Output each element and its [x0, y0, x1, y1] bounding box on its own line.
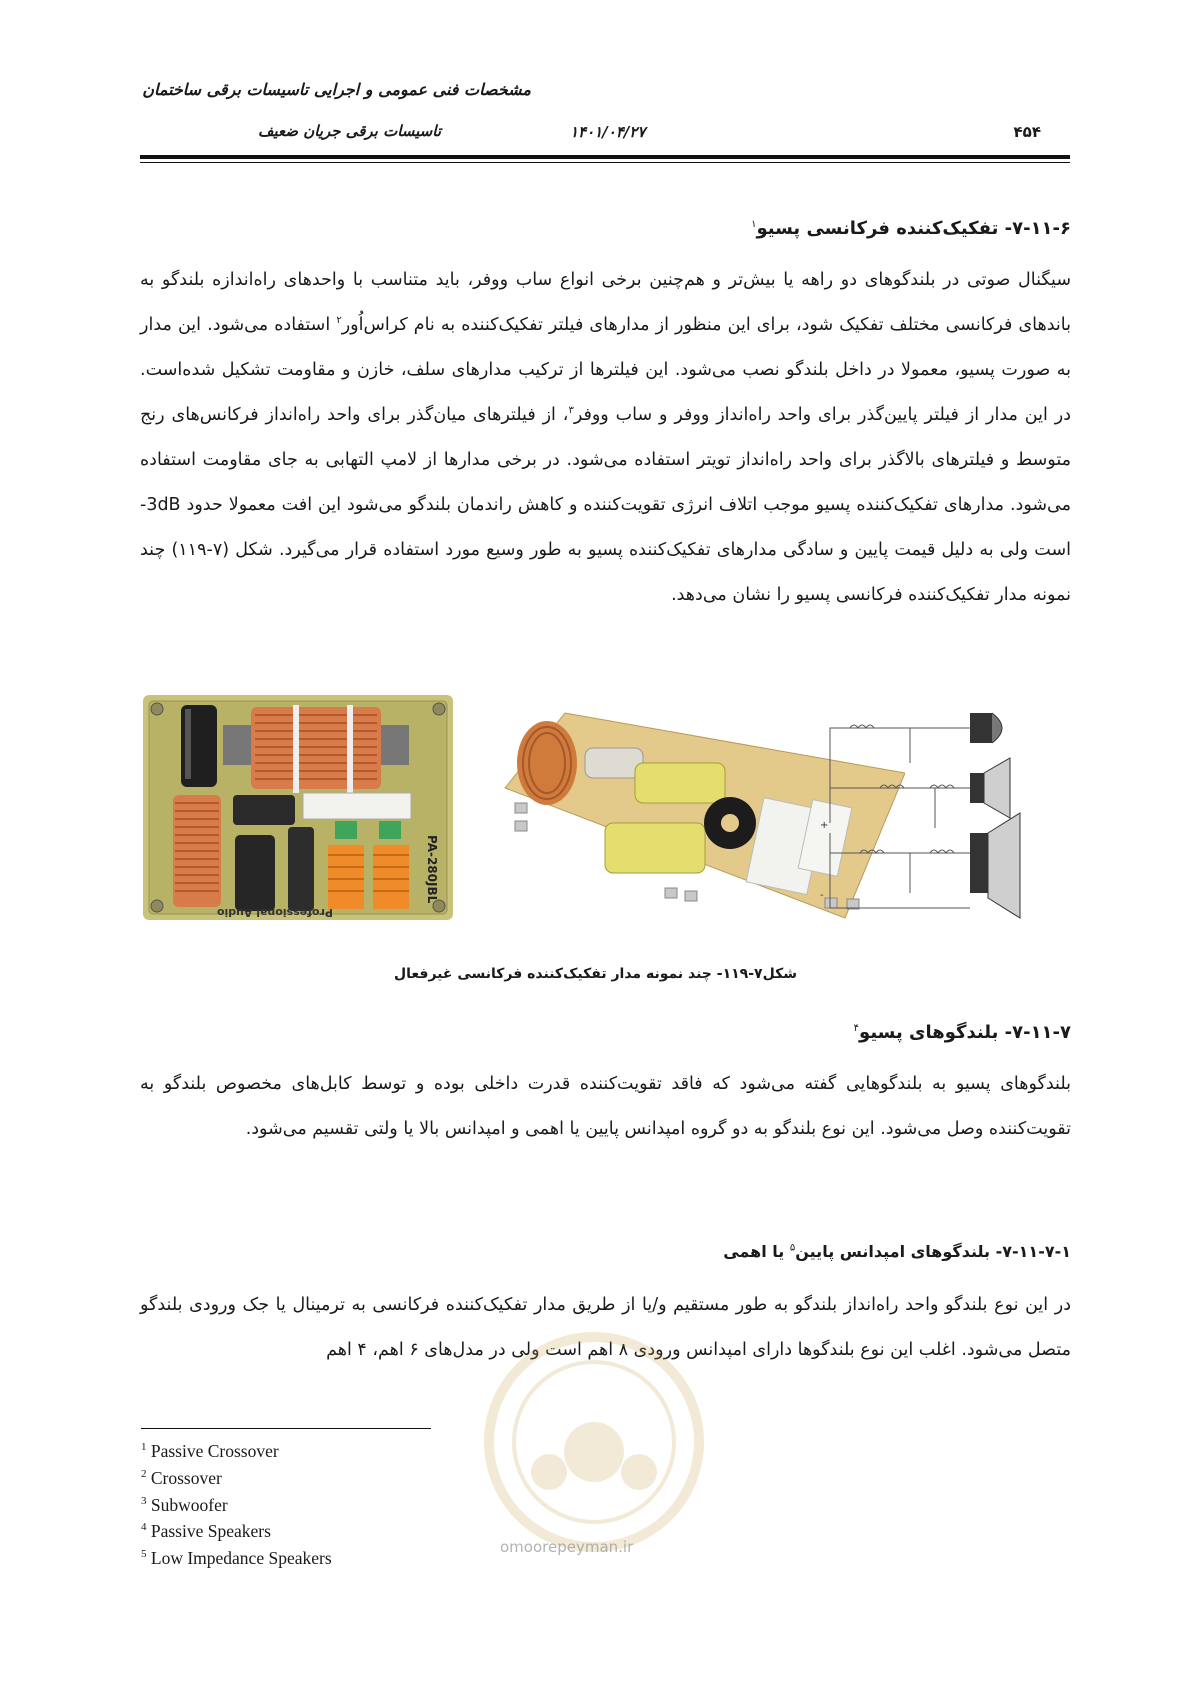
- crossover-schematic: [820, 693, 1090, 923]
- page-number: ۴۵۴: [1013, 123, 1041, 141]
- paragraph-low-impedance: در این نوع بلندگو واحد راه‌انداز بلندگو به طور مستقیم و/یا از طریق مدار تفکیک‌کننده فرکانسی به ترمینال یا جک ورودی بلندگو متصل می‌شود. اغلب این نوع بلندگوها دارای امپدانس ورودی ۸ اهم است ولی در مدل‌های ۶ اهم، ۴ اهم: [140, 1295, 1071, 1360]
- header-rule-thick: [140, 155, 1070, 159]
- footnote-ref-1: ۱: [751, 219, 757, 230]
- footnote-ref-5: ۵: [789, 1242, 796, 1254]
- footnote-ref-3: ۳: [568, 405, 574, 417]
- document-date: ۱۴۰۱/۰۴/۲۷: [570, 123, 646, 141]
- footnote-rule: [141, 1428, 431, 1429]
- crossover-board-photo: [143, 695, 453, 920]
- crossover-figure: [140, 693, 1080, 923]
- footnote-item: $^3$ Subwoofer: [141, 1494, 228, 1515]
- watermark-text: omoorepeyman.ir: [500, 1538, 634, 1556]
- footnote-item: $^1$ Passive Crossover: [141, 1440, 279, 1461]
- footnote-item: $^4$ Passive Speakers: [141, 1521, 271, 1542]
- chapter-subtitle: تاسیسات برقی جریان ضعیف: [257, 122, 441, 140]
- svg-text:+: +: [820, 820, 829, 831]
- footnote-ref-4: ۴: [853, 1023, 860, 1034]
- header-rule-thin: [140, 162, 1070, 163]
- footnote-ref-2: ۲: [336, 315, 342, 327]
- board-label-2: Professional Audio: [216, 906, 333, 919]
- board-label: PA-280JBL: [425, 835, 439, 904]
- watermark-seal: [474, 1322, 714, 1612]
- section-heading-passive-crossover: ۷-۱۱-۶- تفکیک‌کننده فرکانسی پسیو$^۱$: [751, 218, 1071, 239]
- svg-text:-: -: [820, 890, 824, 901]
- section-heading-low-impedance: ۷-۱۱-۷-۱- بلندگوهای امپدانس پایین$^۵$ یا اهمی: [723, 1242, 1071, 1261]
- footnote-item: $^2$ Crossover: [141, 1467, 222, 1488]
- footnote-item: $^5$ Low Impedance Speakers: [141, 1548, 332, 1569]
- paragraph-passive-crossover: سیگنال صوتی در بلندگوهای دو راهه یا بیش‌تر و هم‌چنین برخی انواع ساب ووفر، باید متناسب با واحدهای راه‌اندازه بلندگو به باندهای فرکانسی مختلف تفکیک شود، برای این منظور از مدارهای فیلتر تفکیک‌کننده به نام کراس‌اُور$^۲$ استفاده می‌شود. این مدار به صورت پسیو، معمولا در داخل بلندگو نصب می‌شود. این فیلترها از ترکیب مدارهای سلف، خازن و مقاومت تشکیل شده‌است. در این مدار از فیلتر پایین‌گذر برای واحد راه‌انداز ووفر و ساب ووفر$^۳$، از فیلترهای میان‌گذر برای واحد راه‌انداز فرکانس‌های رنج متوسط و فیلترهای بالاگذر برای واحد راه‌انداز تویتر استفاده می‌شود. در برخی مدارها از لامپ التهابی به جای مقاومت استفاده می‌شود. مدارهای تفکیک‌کننده پسیو موجب اتلاف انرژی تقویت‌کننده و کاهش راندمان بلندگو می‌شود این افت معمولا حدود ‎-3dB‏ است ولی به دلیل قیمت پایین و سادگی مدارهای تفکیک‌کننده پسیو به طور وسیع مورد استفاده قرار می‌گیرد. شکل (۷-۱۱۹) چند نمونه مدار تفکیک‌کننده فرکانسی پسیو را نشان می‌دهد.: [140, 270, 1071, 605]
- paragraph-passive-speakers: بلندگوهای پسیو به بلندگوهایی گفته می‌شود که فاقد تقویت‌کننده قدرت داخلی بوده و توسط کابل‌های مخصوص بلندگو به تقویت‌کننده وصل می‌شود. این نوع بلندگو به دو گروه امپدانس پایین یا اهمی و امپدانس بالا یا ولتی تقسیم می‌شود.: [140, 1074, 1071, 1139]
- document-title: مشخصات فنی عمومی و اجرایی تاسیسات برقی ساختمان: [142, 80, 531, 99]
- figure-caption: شکل۷-۱۱۹- چند نمونه مدار تفکیک‌کننده فرکانسی غیرفعال: [394, 966, 797, 982]
- footnotes: [141, 1436, 332, 1570]
- section-heading-passive-speakers: ۷-۱۱-۷- بلندگوهای پسیو$^۴$: [853, 1022, 1071, 1043]
